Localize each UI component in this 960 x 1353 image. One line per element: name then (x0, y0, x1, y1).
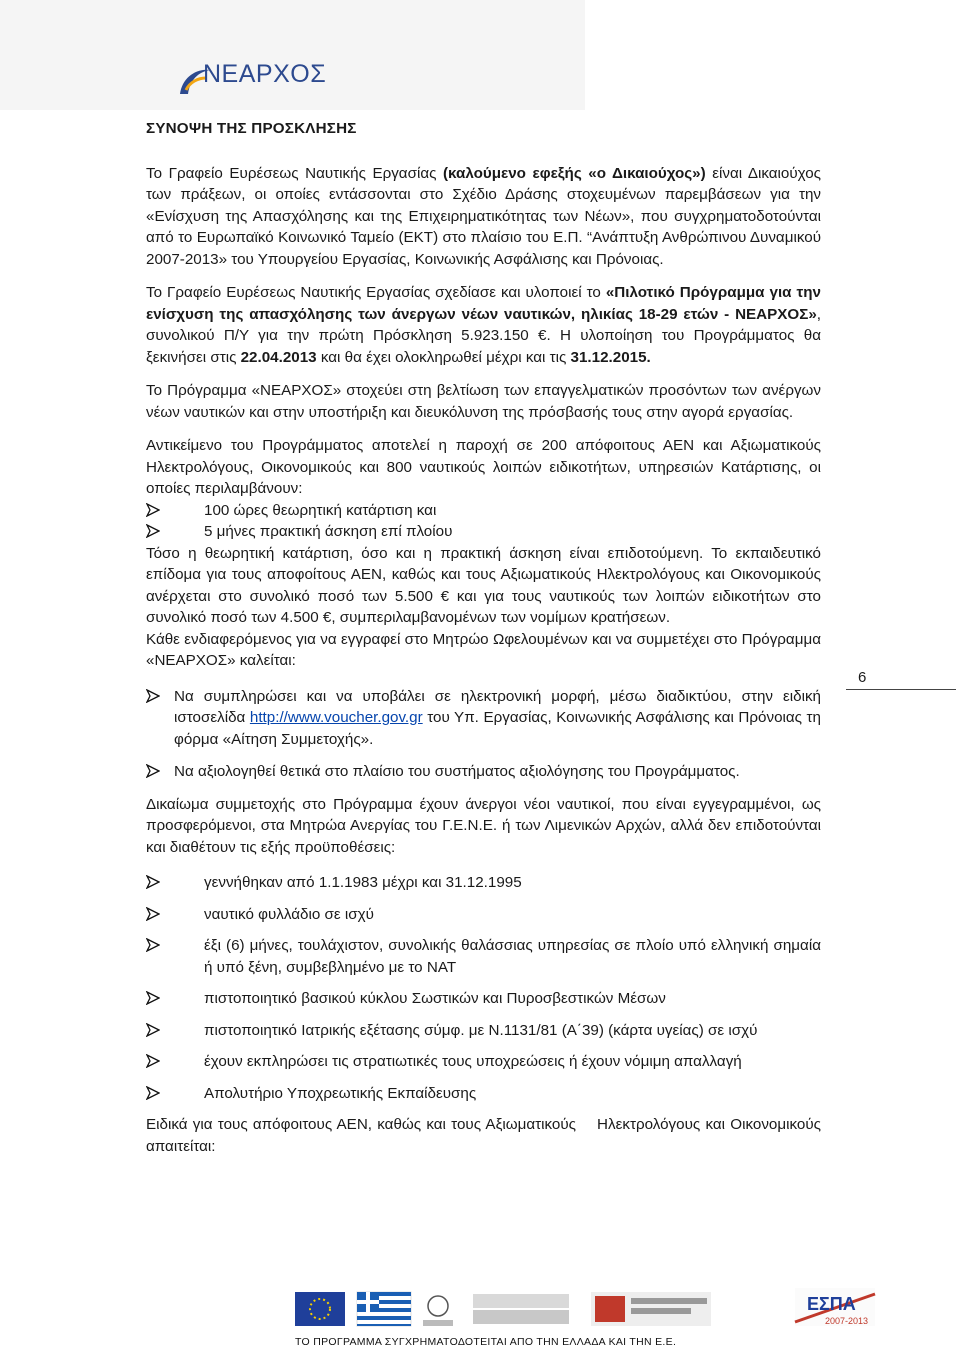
arrow-bullet-icon (146, 1023, 160, 1037)
footer-cofinancing-text: ΤΟ ΠΡΟΓΡΑΜΜΑ ΣΥΓΧΡΗΜΑΤΟΔΟΤΕΙΤΑΙ ΑΠΟ ΤΗΝ ΕΛΛΑΔΑ ΚΑΙ ΤΗΝ Ε.Ε. (295, 1336, 677, 1348)
arrow-bullet-icon (146, 503, 160, 517)
list-item: έχουν εκπληρώσει τις στρατιωτικές τους υποχρεώσεις ή έχουν νόμιμη απαλλαγή (146, 1051, 821, 1073)
paragraph-3: Το Πρόγραμμα «ΝΕΑΡΧΟΣ» στοχεύει στη βελτίωση των επαγγελματικών προσόντων των ανέργων νέων ναυτικών και στην υποστήριξη και διευκόλυνση της πρόσβασής τους στην αγορά εργασίας. (146, 382, 821, 421)
list-item: πιστοποιητικό Ιατρικής εξέτασης σύμφ. με Ν.1131/81 (Α΄39) (κάρτα υγείας) σε ισχύ (146, 1020, 821, 1042)
list-item: Να αξιολογηθεί θετικά στο πλαίσιο του συστήματος αξιολόγησης του Προγράμματος. (146, 761, 821, 783)
paragraph-4: Αντικείμενο του Προγράμματος αποτελεί η παροχή σε 200 απόφοιτους ΑΕΝ και Αξιωματικούς Ηλεκτρολόγους, Οικονομικούς και 800 ναυτικούς λοιπών ειδικοτήτων, υπηρεσιών Κατάρτισης, οι οποίες περιλαμβάνουν: (146, 437, 821, 497)
arrow-bullet-icon (146, 907, 160, 921)
espa-label: ΕΣΠΑ (807, 1294, 856, 1314)
document-body (146, 118, 826, 1169)
paragraph-7: Δικαίωμα συμμετοχής στο Πρόγραμμα έχουν άνεργοι νέοι ναυτικοί, που είναι εγγεγραμμένοι, ως προσφερόμενοι, στα Μητρώα Ανεργίας του Γ.Ε.Ν.Ε. ή των Λιμενικών Αρχών, αλλά δεν επιδοτούνται και διαθέτουν τις εξής προϋποθέσεις: (146, 795, 821, 856)
page-title: ΣΥΝΟΨΗ ΤΗΣ ΠΡΟΣΚΛΗΣΗΣ (146, 120, 357, 137)
arrow-bullet-icon (146, 1086, 160, 1100)
espa-years: 2007-2013 (825, 1316, 869, 1326)
list-item: έξι (6) μήνες, τουλάχιστον, συνολικής θαλάσσιας υπηρεσίας σε πλοίο υπό ελληνική σημαία ή υπό ξένη, συμβεβλημένο με το ΝΑΤ (146, 935, 821, 978)
page-number-rule (846, 689, 956, 690)
arrow-bullet-icon (146, 875, 160, 889)
list-item: 100 ώρες θεωρητική κατάρτιση και (146, 500, 821, 522)
paragraph-6: Κάθε ενδιαφερόμενος για να εγγραφεί στο Μητρώο Ωφελουμένων και να συμμετέχει στο Πρόγραμμα «ΝΕΑΡΧΟΣ» καλείται: (146, 630, 821, 669)
greek-flag-icon (357, 1292, 411, 1326)
arrow-bullet-icon (146, 991, 160, 1005)
eligibility-list (146, 872, 821, 1104)
paragraph-5: Τόσο η θεωρητική κατάρτιση, όσο και η πρακτική άσκηση είναι επιδοτούμενη. Το εκπαιδευτικό επίδομα για τους αποφοίτους ΑΕΝ, καθώς και τους Αξιωματικούς Ηλεκτρολόγους και Οικονομικούς ανέρχεται στο συνολικό ποσό των 5.500 € και για τους ναυτικούς των λοιπών ειδικοτήτων στο συνολικό ποσό των 4.500 €, συμπεριλαμβανομένων των νομίμων κρατήσεων. (146, 544, 821, 626)
arrow-bullet-icon (146, 938, 160, 952)
voucher-link[interactable]: http://www.voucher.gov.gr (249, 709, 423, 726)
registration-steps (146, 686, 821, 783)
list-item: ναυτικό φυλλάδιο σε ισχύ (146, 904, 821, 926)
arrow-bullet-icon (146, 689, 160, 703)
list-item: πιστοποιητικό βασικού κύκλου Σωστικών και Πυροσβεστικών Μέσων (146, 988, 821, 1010)
operational-program-logo (591, 1292, 711, 1326)
espa-logo (795, 1288, 875, 1326)
logo-wordmark: ΝΕΑΡΧΟΣ (203, 60, 327, 88)
arrow-bullet-icon (146, 524, 160, 538)
page-number: 6 (858, 669, 867, 686)
list-item: 5 μήνες πρακτική άσκηση επί πλοίου (146, 521, 821, 543)
eu-flag-icon (295, 1292, 345, 1326)
list-item: γεννήθηκαν από 1.1.1983 μέχρι και 31.12.1995 (146, 872, 821, 894)
paragraph-8: Ειδικά για τους απόφοιτους ΑΕΝ, καθώς και τους Αξιωματικούς Ηλεκτρολόγους και Οικονομικούς απαιτείται: (146, 1116, 826, 1155)
list-item: Απολυτήριο Υποχρεωτικής Εκπαίδευσης (146, 1083, 821, 1105)
arrow-bullet-icon (146, 1054, 160, 1068)
paragraph-2: Το Γραφείο Ευρέσεως Ναυτικής Εργασίας σχεδίασε και υλοποιεί το «Πιλοτικό Πρόγραμμα για την ενίσχυση της απασχόλησης των άνεργων νέων ναυτικών, ηλικίας 18-29 ετών - ΝΕΑΡΧΟΣ», συνολικού Π/Υ για την πρώτη Πρόσκληση 5.923.150 €. Η υλοποίηση του Προγράμματος θα ξεκινήσει στις 22.04.2013 και θα έχει ολοκληρωθεί μέχρι και τις 31.12.2015. (146, 284, 821, 366)
training-list (146, 500, 821, 543)
program-banner-icon (473, 1294, 569, 1324)
paragraph-1: Το Γραφείο Ευρέσεως Ναυτικής Εργασίας (καλούμενο εφεξής «ο Δικαιούχος») είναι Δικαιούχος των πράξεων, οι οποίες εντάσσονται στο Σχέδιο Δράσης στοχευμένων παρεμβάσεων για την «Ενίσχυση της Απασχόλησης και της Επιχειρηματικότητας των Νέων», που συγχρηματοδοτούνται από το Ευρωπαϊκό Κοινωνικό Ταμείο (ΕΚΤ) στο πλαίσιο του Ε.Π. “Ανάπτυξη Ανθρώπινου Δυναμικού 2007-2013» του Υπουργείου Εργασίας, Κοινωνικής Ασφάλισης και Πρόνοιας. (146, 164, 821, 268)
list-item: Να συμπληρώσει και να υποβάλει σε ηλεκτρονική μορφή, μέσω διαδικτύου, στην ειδική ιστοσελίδα http://www.voucher.gov.gr του Υπ. Εργασίας, Κοινωνικής Ασφάλισης και Πρόνοιας τη φόρμα «Αίτηση Συμμετοχής». (146, 686, 821, 751)
ministry-emblem-icon (423, 1296, 453, 1326)
arrow-bullet-icon (146, 764, 160, 778)
